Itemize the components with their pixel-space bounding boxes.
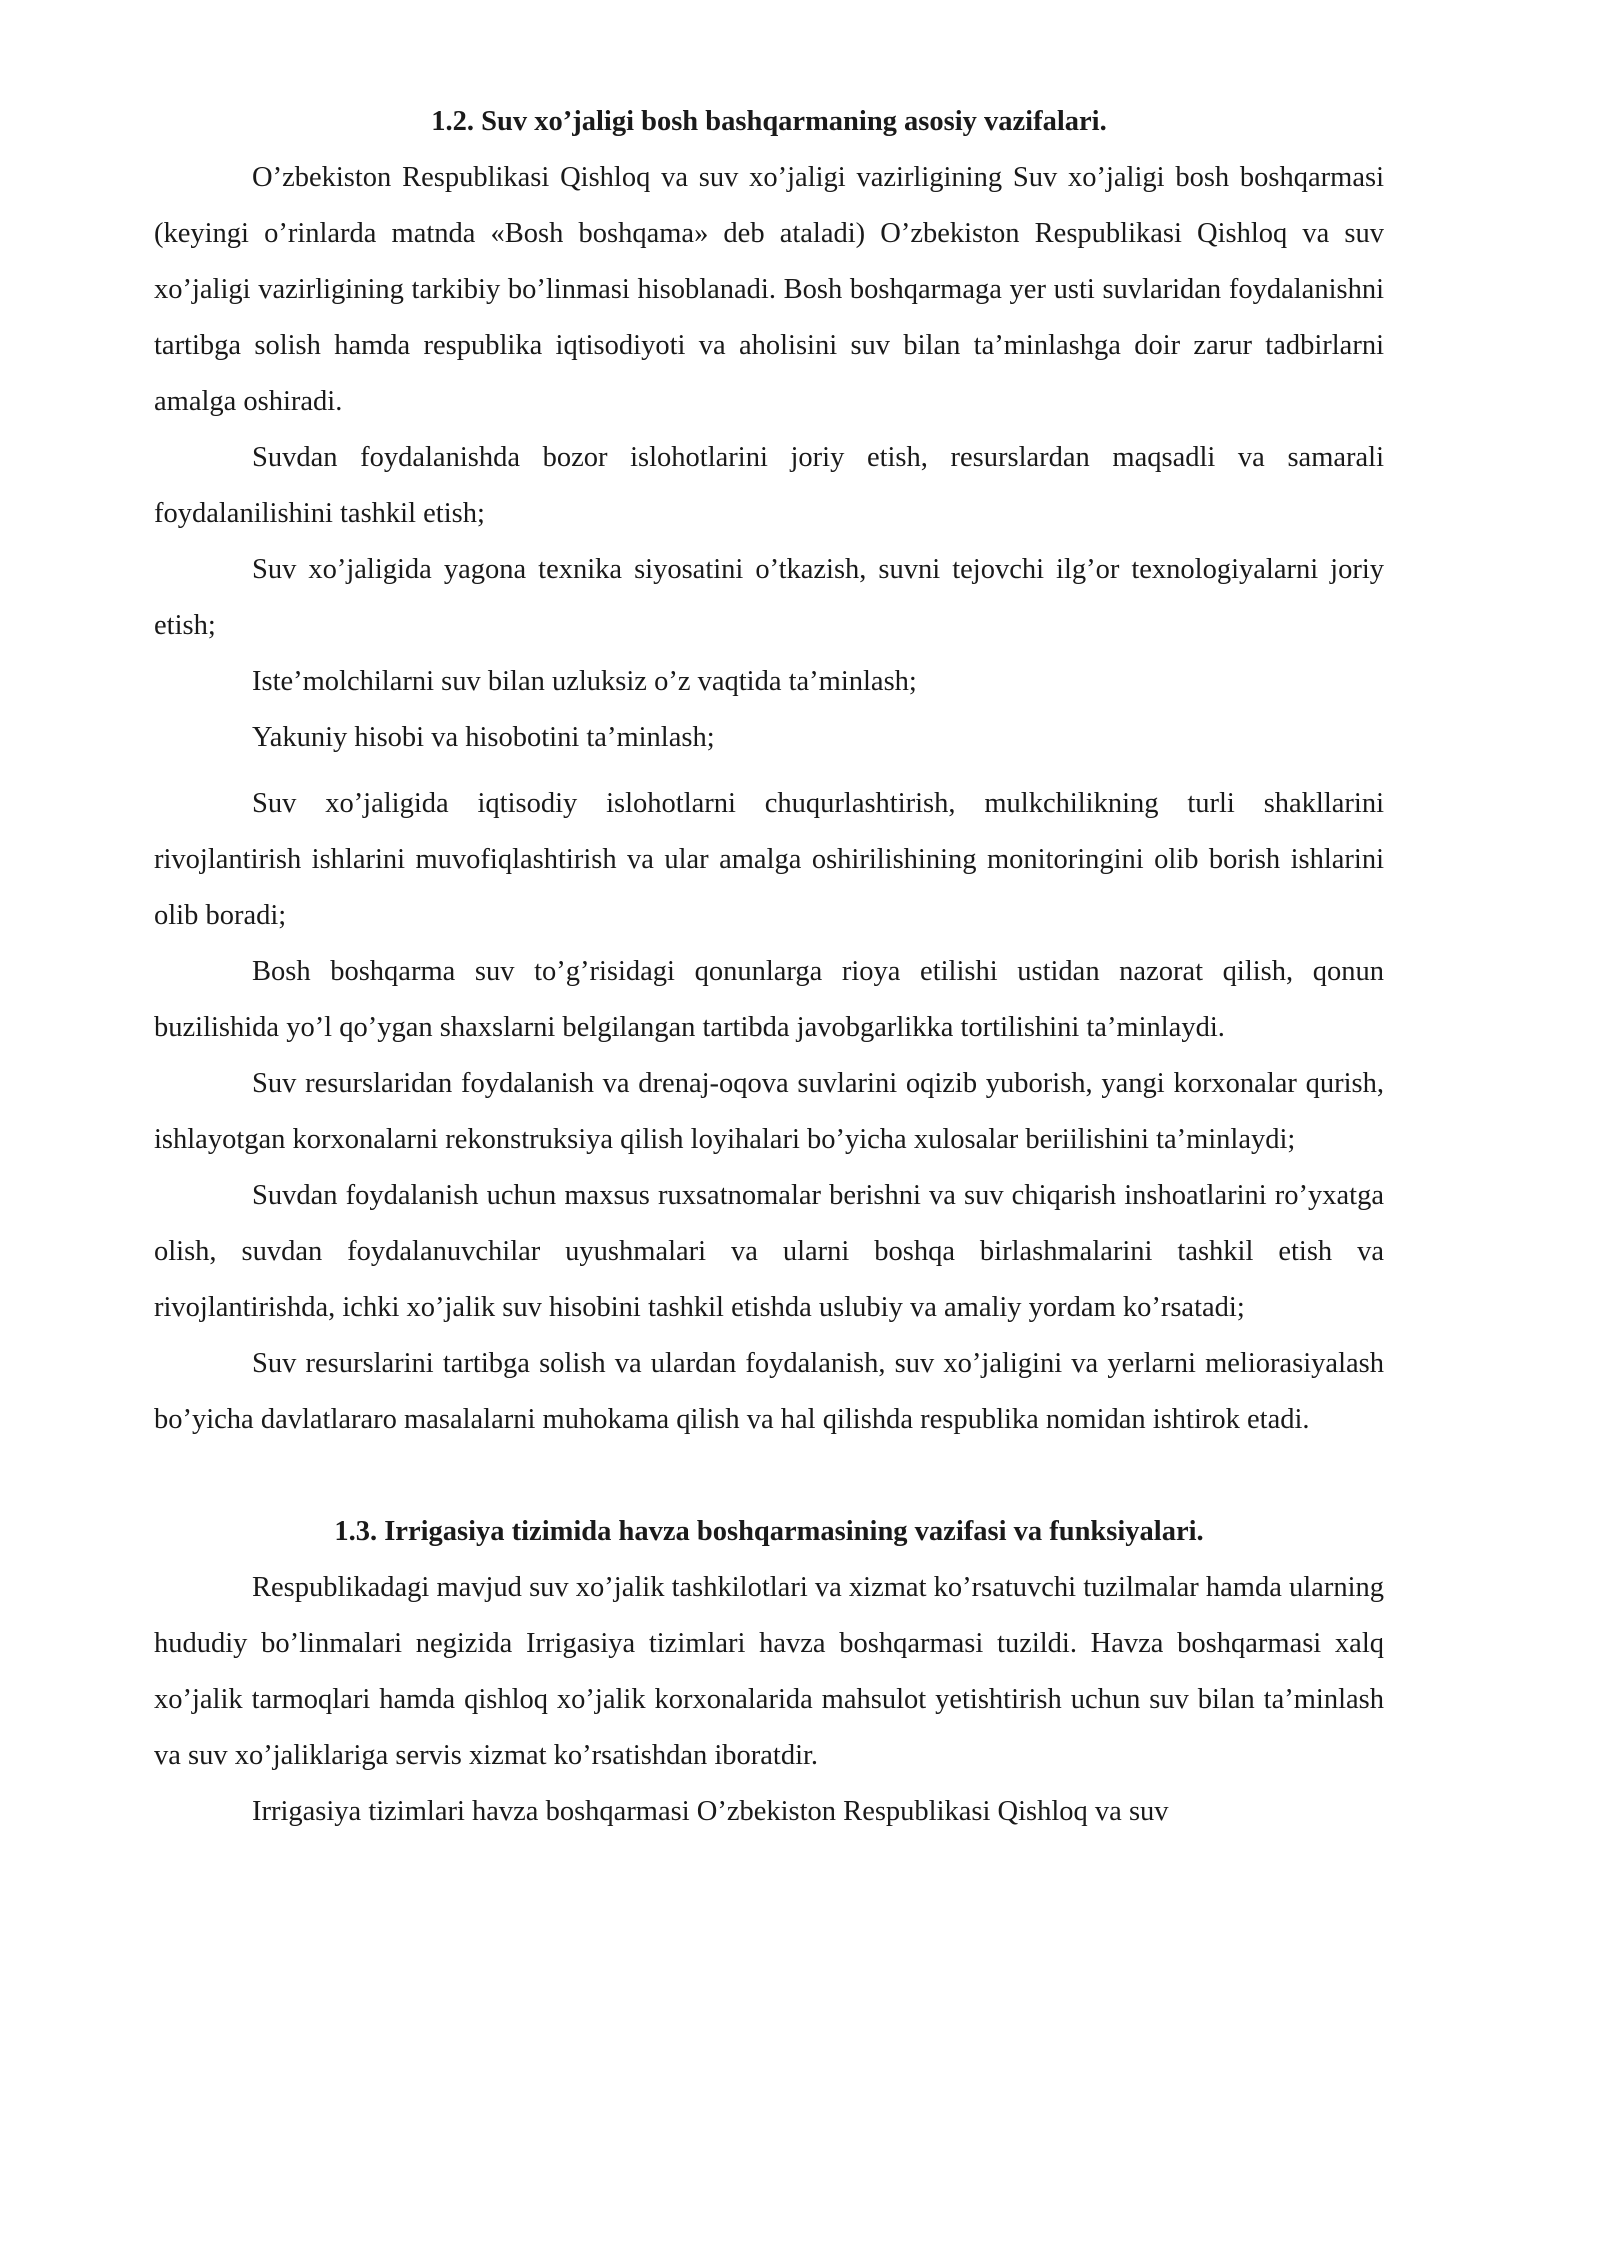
paragraph: Yakuniy hisobi va hisobotini ta’minlash; bbox=[252, 722, 715, 753]
paragraph: Suvdan foydalanishda bozor islohotlarini joriy etish, resurslardan maqsadli va samarali foydalanilishini tashkil etish; bbox=[154, 442, 1384, 529]
section-1-2-heading: 1.2. Suv xo’jaligi bosh bashqarmaning asosiy vazifalari. bbox=[431, 106, 1107, 137]
section-1-3-heading: 1.3. Irrigasiya tizimida havza boshqarmasining vazifasi va funksiyalari. bbox=[334, 1516, 1204, 1547]
paragraph: Suv xo’jaligida iqtisodiy islohotlarni chuqurlashtirish, mulkchilikning turli shakllarini rivojlantirish ishlarini muvofiqlashtirish va ular amalga oshirilishining monitoringini olib borish ishlarini olib boradi; bbox=[154, 788, 1384, 931]
paragraph: Bosh boshqarma suv to’g’risidagi qonunlarga rioya etilishi ustidan nazorat qilish, qonun buzilishida yo’l qo’ygan shaxslarni belgilangan tartibda javobgarlikka tortilishini ta’minlaydi. bbox=[154, 956, 1384, 1043]
paragraph: Suv resurslarini tartibga solish va ulardan foydalanish, suv xo’jaligini va yerlarni meliorasiyalash bo’yicha davlatlararo masalalarni muhokama qilish va hal qilishda respublika nomidan ishtirok etadi. bbox=[154, 1348, 1384, 1435]
paragraph: Iste’molchilarni suv bilan uzluksiz o’z vaqtida ta’minlash; bbox=[252, 666, 917, 697]
paragraph: Suv resurslaridan foydalanish va drenaj-oqova suvlarini oqizib yuborish, yangi korxonalar qurish, ishlayotgan korxonalarni rekonstruksiya qilish loyihalari bo’yicha xulosalar beriilishini ta’minlaydi; bbox=[154, 1068, 1384, 1155]
section-spacer bbox=[154, 1448, 1384, 1504]
paragraph: Respublikadagi mavjud suv xo’jalik tashkilotlari va xizmat ko’rsatuvchi tuzilmalar hamda ularning hududiy bo’linmalari negizida Irrigasiya tizimlari havza boshqarmasi tuzildi. Havza boshqarmasi xalq xo’jalik tarmoqlari hamda qishloq xo’jalik korxonalarida mahsulot yetishtirish uchun suv bilan ta’minlash va suv xo’jaliklariga servis xizmat ko’rsatishdan iboratdir. bbox=[154, 1572, 1384, 1771]
paragraph: Suv xo’jaligida yagona texnika siyosatini o’tkazish, suvni tejovchi ilg’or texnologiyalarni joriy etish; bbox=[154, 554, 1384, 641]
paragraph: O’zbekiston Respublikasi Qishloq va suv xo’jaligi vazirligining Suv xo’jaligi bosh boshqarmasi (keyingi o’rinlarda matnda «Bosh boshqama» deb ataladi) O’zbekiston Respublikasi Qishloq va suv xo’jaligi vazirligining tarkibiy bo’linmasi hisoblanadi. Bosh boshqarmaga yer usti suvlaridan foydalanishni tartibga solish hamda respublika iqtisodiyoti va aholisini suv bilan ta’minlashga doir zarur tadbirlarni amalga oshiradi. bbox=[154, 162, 1384, 417]
paragraph: Suvdan foydalanish uchun maxsus ruxsatnomalar berishni va suv chiqarish inshoatlarini ro’yxatga olish, suvdan foydalanuvchilar uyushmalari va ularni boshqa birlashmalarini tashkil etish va rivojlantirishda, ichki xo’jalik suv hisobini tashkil etishda uslubiy va amaliy yordam ko’rsatadi; bbox=[154, 1180, 1384, 1323]
document-body bbox=[154, 94, 1384, 1840]
paragraph: Irrigasiya tizimlari havza boshqarmasi O’zbekiston Respublikasi Qishloq va suv bbox=[252, 1796, 1169, 1827]
